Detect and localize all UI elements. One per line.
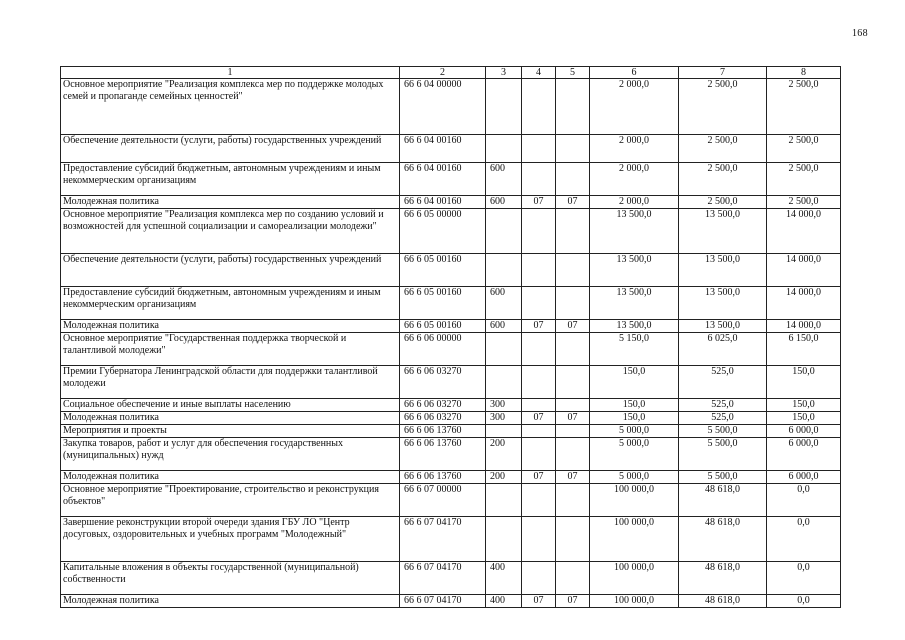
row-code-cell: 66 6 06 00000 <box>400 333 486 366</box>
row-section-cell: 07 <box>522 471 556 484</box>
row-subsection-cell <box>556 366 590 399</box>
row-group-cell: 400 <box>486 562 522 595</box>
row-group-cell: 200 <box>486 438 522 471</box>
row-subsection-cell <box>556 287 590 320</box>
row-name-cell: Основное мероприятие "Реализация комплекса мер по поддержке молодых семей и пропаганде семейных ценностей" <box>61 79 400 135</box>
table-row <box>61 484 841 517</box>
row-value-year3-cell: 2 500,0 <box>767 79 841 135</box>
row-section-cell <box>522 254 556 287</box>
table-row <box>61 163 841 196</box>
row-code-cell: 66 6 06 13760 <box>400 471 486 484</box>
table-row <box>61 320 841 333</box>
row-subsection-cell <box>556 333 590 366</box>
row-group-cell <box>486 484 522 517</box>
row-value-year2-cell: 525,0 <box>679 412 767 425</box>
row-value-year1-cell: 100 000,0 <box>590 484 679 517</box>
row-value-year1-cell: 2 000,0 <box>590 79 679 135</box>
row-section-cell <box>522 287 556 320</box>
row-value-year3-cell: 0,0 <box>767 562 841 595</box>
row-subsection-cell <box>556 484 590 517</box>
row-value-year1-cell: 100 000,0 <box>590 595 679 608</box>
row-value-year3-cell: 0,0 <box>767 595 841 608</box>
row-value-year1-cell: 5 150,0 <box>590 333 679 366</box>
row-group-cell <box>486 135 522 163</box>
row-value-year3-cell: 6 000,0 <box>767 471 841 484</box>
row-value-year3-cell: 0,0 <box>767 517 841 562</box>
row-section-cell: 07 <box>522 595 556 608</box>
row-name-cell: Основное мероприятие "Государственная поддержка творческой и талантливой молодежи" <box>61 333 400 366</box>
row-subsection-cell <box>556 517 590 562</box>
row-value-year1-cell: 150,0 <box>590 366 679 399</box>
row-section-cell <box>522 399 556 412</box>
row-subsection-cell <box>556 438 590 471</box>
row-group-cell <box>486 333 522 366</box>
row-value-year1-cell: 150,0 <box>590 399 679 412</box>
row-value-year3-cell: 6 000,0 <box>767 438 841 471</box>
row-name-cell: Завершение реконструкции второй очереди здания ГБУ ЛО "Центр досуговых, оздоровительных и учебных программ "Молодежный" <box>61 517 400 562</box>
row-code-cell: 66 6 06 03270 <box>400 399 486 412</box>
row-value-year3-cell: 150,0 <box>767 366 841 399</box>
row-value-year3-cell: 14 000,0 <box>767 209 841 254</box>
row-group-cell <box>486 366 522 399</box>
row-subsection-cell <box>556 399 590 412</box>
table-row <box>61 399 841 412</box>
row-value-year2-cell: 2 500,0 <box>679 196 767 209</box>
table-row <box>61 438 841 471</box>
row-subsection-cell: 07 <box>556 196 590 209</box>
row-group-cell: 600 <box>486 163 522 196</box>
row-group-cell <box>486 79 522 135</box>
row-section-cell <box>522 366 556 399</box>
row-value-year2-cell: 13 500,0 <box>679 254 767 287</box>
row-value-year1-cell: 150,0 <box>590 412 679 425</box>
row-code-cell: 66 6 04 00160 <box>400 163 486 196</box>
row-value-year3-cell: 2 500,0 <box>767 163 841 196</box>
row-group-cell: 200 <box>486 471 522 484</box>
row-value-year3-cell: 6 150,0 <box>767 333 841 366</box>
row-name-cell: Основное мероприятие "Проектирование, строительство и реконструкция объектов" <box>61 484 400 517</box>
row-value-year3-cell: 14 000,0 <box>767 320 841 333</box>
page-number: 168 <box>852 28 868 39</box>
header-cell: 3 <box>486 67 522 79</box>
row-value-year3-cell: 150,0 <box>767 399 841 412</box>
row-name-cell: Предоставление субсидий бюджетным, автономным учреждениям и иным некоммерческим организациям <box>61 287 400 320</box>
row-value-year2-cell: 2 500,0 <box>679 135 767 163</box>
row-section-cell: 07 <box>522 412 556 425</box>
table-row <box>61 79 841 135</box>
row-code-cell: 66 6 07 04170 <box>400 562 486 595</box>
row-value-year3-cell: 150,0 <box>767 412 841 425</box>
row-section-cell <box>522 333 556 366</box>
row-code-cell: 66 6 06 03270 <box>400 412 486 425</box>
header-cell: 2 <box>400 67 486 79</box>
row-section-cell: 07 <box>522 320 556 333</box>
row-section-cell <box>522 163 556 196</box>
row-value-year2-cell: 2 500,0 <box>679 79 767 135</box>
table-row <box>61 412 841 425</box>
row-name-cell: Молодежная политика <box>61 320 400 333</box>
row-group-cell <box>486 425 522 438</box>
row-group-cell: 300 <box>486 412 522 425</box>
row-code-cell: 66 6 05 00160 <box>400 254 486 287</box>
row-section-cell <box>522 79 556 135</box>
row-subsection-cell <box>556 562 590 595</box>
row-section-cell <box>522 517 556 562</box>
row-group-cell: 400 <box>486 595 522 608</box>
row-value-year2-cell: 48 618,0 <box>679 595 767 608</box>
row-code-cell: 66 6 04 00160 <box>400 196 486 209</box>
row-subsection-cell <box>556 254 590 287</box>
header-cell: 1 <box>61 67 400 79</box>
row-code-cell: 66 6 04 00160 <box>400 135 486 163</box>
table-row <box>61 471 841 484</box>
row-value-year2-cell: 5 500,0 <box>679 471 767 484</box>
row-value-year3-cell: 14 000,0 <box>767 254 841 287</box>
row-value-year1-cell: 13 500,0 <box>590 287 679 320</box>
row-value-year2-cell: 48 618,0 <box>679 517 767 562</box>
row-name-cell: Мероприятия и проекты <box>61 425 400 438</box>
row-code-cell: 66 6 06 03270 <box>400 366 486 399</box>
row-value-year1-cell: 2 000,0 <box>590 135 679 163</box>
row-code-cell: 66 6 07 04170 <box>400 517 486 562</box>
budget-table <box>60 66 841 608</box>
row-value-year2-cell: 6 025,0 <box>679 333 767 366</box>
row-name-cell: Молодежная политика <box>61 196 400 209</box>
header-cell: 8 <box>767 67 841 79</box>
row-section-cell <box>522 425 556 438</box>
row-group-cell: 300 <box>486 399 522 412</box>
row-value-year1-cell: 100 000,0 <box>590 562 679 595</box>
table-row <box>61 425 841 438</box>
table-row <box>61 595 841 608</box>
row-code-cell: 66 6 07 00000 <box>400 484 486 517</box>
row-value-year1-cell: 2 000,0 <box>590 196 679 209</box>
row-value-year1-cell: 13 500,0 <box>590 209 679 254</box>
row-group-cell: 600 <box>486 287 522 320</box>
row-group-cell <box>486 209 522 254</box>
row-section-cell <box>522 135 556 163</box>
row-name-cell: Молодежная политика <box>61 471 400 484</box>
row-section-cell <box>522 484 556 517</box>
row-value-year1-cell: 13 500,0 <box>590 254 679 287</box>
row-value-year2-cell: 48 618,0 <box>679 562 767 595</box>
row-name-cell: Основное мероприятие "Реализация комплекса мер по созданию условий и возможностей для успешной социализации и самореализации молодежи" <box>61 209 400 254</box>
row-code-cell: 66 6 05 00000 <box>400 209 486 254</box>
row-value-year1-cell: 5 000,0 <box>590 425 679 438</box>
row-value-year3-cell: 2 500,0 <box>767 196 841 209</box>
row-group-cell <box>486 517 522 562</box>
row-code-cell: 66 6 04 00000 <box>400 79 486 135</box>
row-code-cell: 66 6 05 00160 <box>400 287 486 320</box>
row-name-cell: Закупка товаров, работ и услуг для обеспечения государственных (муниципальных) нужд <box>61 438 400 471</box>
row-subsection-cell <box>556 163 590 196</box>
row-code-cell: 66 6 06 13760 <box>400 438 486 471</box>
row-value-year1-cell: 5 000,0 <box>590 471 679 484</box>
row-name-cell: Обеспечение деятельности (услуги, работы) государственных учреждений <box>61 254 400 287</box>
header-cell: 5 <box>556 67 590 79</box>
row-value-year2-cell: 525,0 <box>679 399 767 412</box>
header-cell: 7 <box>679 67 767 79</box>
row-section-cell: 07 <box>522 196 556 209</box>
table-row <box>61 562 841 595</box>
row-section-cell <box>522 438 556 471</box>
row-value-year3-cell: 6 000,0 <box>767 425 841 438</box>
row-subsection-cell: 07 <box>556 471 590 484</box>
table-row <box>61 196 841 209</box>
row-subsection-cell: 07 <box>556 412 590 425</box>
row-value-year1-cell: 13 500,0 <box>590 320 679 333</box>
row-value-year2-cell: 5 500,0 <box>679 425 767 438</box>
header-cell: 4 <box>522 67 556 79</box>
row-value-year1-cell: 100 000,0 <box>590 517 679 562</box>
row-value-year2-cell: 2 500,0 <box>679 163 767 196</box>
table-row <box>61 135 841 163</box>
row-value-year2-cell: 13 500,0 <box>679 320 767 333</box>
table-row <box>61 209 841 254</box>
row-name-cell: Молодежная политика <box>61 595 400 608</box>
table-row <box>61 517 841 562</box>
row-name-cell: Премии Губернатора Ленинградской области для поддержки талантливой молодежи <box>61 366 400 399</box>
row-value-year2-cell: 525,0 <box>679 366 767 399</box>
header-row <box>61 67 841 79</box>
row-section-cell <box>522 209 556 254</box>
row-subsection-cell <box>556 135 590 163</box>
row-group-cell: 600 <box>486 320 522 333</box>
row-subsection-cell <box>556 79 590 135</box>
row-subsection-cell: 07 <box>556 595 590 608</box>
table-row <box>61 333 841 366</box>
row-value-year3-cell: 0,0 <box>767 484 841 517</box>
row-name-cell: Молодежная политика <box>61 412 400 425</box>
table-row <box>61 366 841 399</box>
row-value-year2-cell: 13 500,0 <box>679 287 767 320</box>
row-value-year2-cell: 13 500,0 <box>679 209 767 254</box>
row-value-year1-cell: 2 000,0 <box>590 163 679 196</box>
row-value-year2-cell: 48 618,0 <box>679 484 767 517</box>
row-name-cell: Социальное обеспечение и иные выплаты населению <box>61 399 400 412</box>
row-value-year3-cell: 2 500,0 <box>767 135 841 163</box>
row-code-cell: 66 6 06 13760 <box>400 425 486 438</box>
header-cell: 6 <box>590 67 679 79</box>
row-value-year1-cell: 5 000,0 <box>590 438 679 471</box>
row-group-cell: 600 <box>486 196 522 209</box>
row-subsection-cell <box>556 425 590 438</box>
table-row <box>61 254 841 287</box>
row-group-cell <box>486 254 522 287</box>
row-name-cell: Предоставление субсидий бюджетным, автономным учреждениям и иным некоммерческим организациям <box>61 163 400 196</box>
row-code-cell: 66 6 05 00160 <box>400 320 486 333</box>
row-subsection-cell <box>556 209 590 254</box>
row-subsection-cell: 07 <box>556 320 590 333</box>
row-value-year3-cell: 14 000,0 <box>767 287 841 320</box>
row-name-cell: Обеспечение деятельности (услуги, работы) государственных учреждений <box>61 135 400 163</box>
row-code-cell: 66 6 07 04170 <box>400 595 486 608</box>
table-body <box>61 79 841 608</box>
row-name-cell: Капитальные вложения в объекты государственной (муниципальной) собственности <box>61 562 400 595</box>
row-value-year2-cell: 5 500,0 <box>679 438 767 471</box>
row-section-cell <box>522 562 556 595</box>
table-row <box>61 287 841 320</box>
